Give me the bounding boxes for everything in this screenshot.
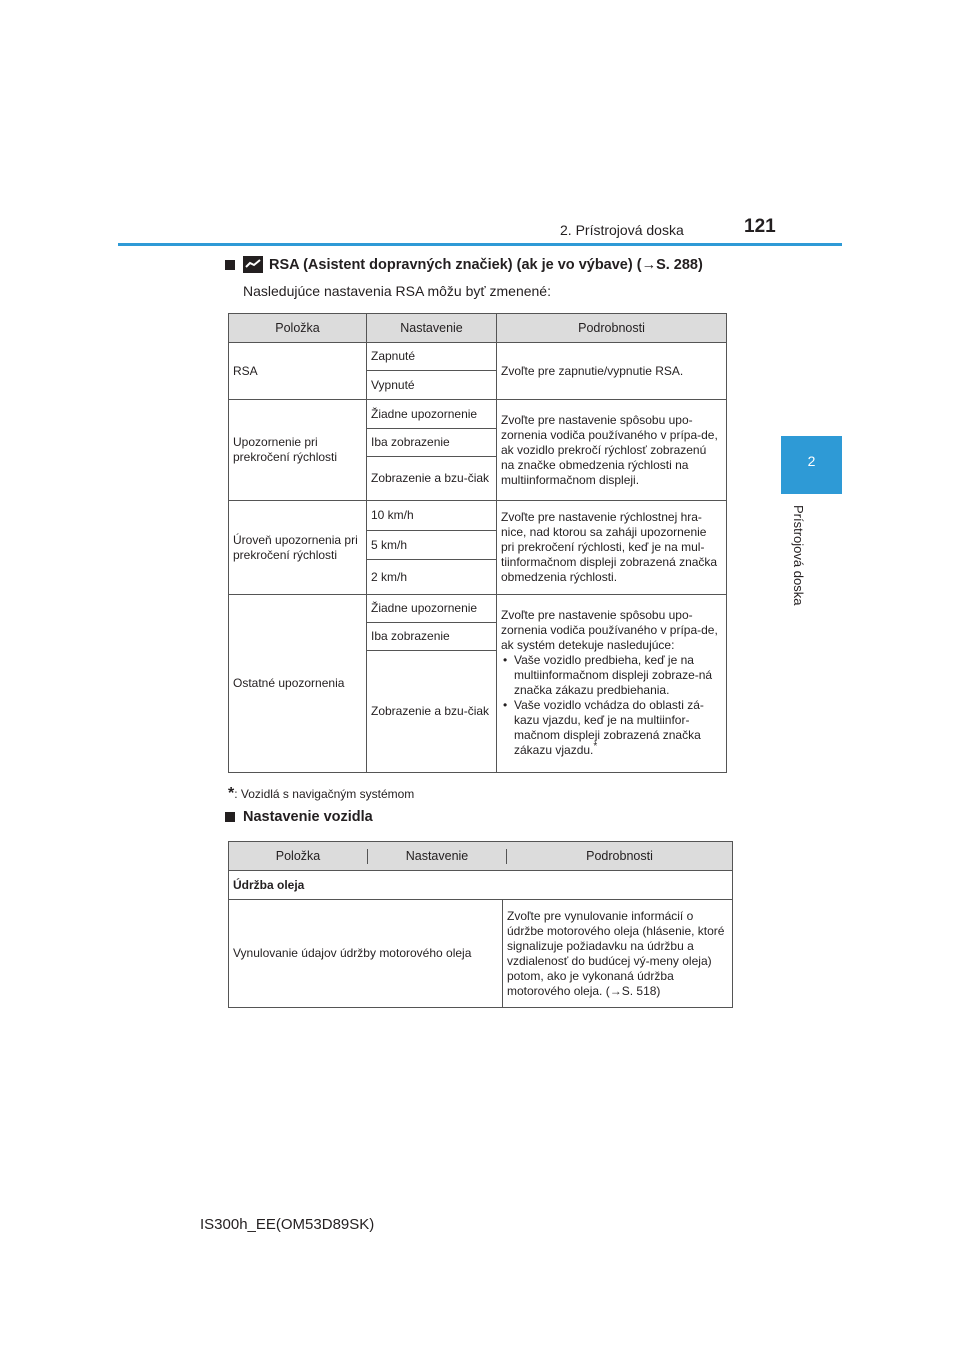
footnote-text: : Vozidlá s navigačným systémom [234,787,415,801]
header-rule [118,243,842,246]
footnote [228,785,414,803]
details-ref: S. 518) [621,983,661,998]
details-cell: Zvoľte pre nastavenie spôsobu upo-zornenia vodiča používaného v prípa-de, ak vozidlo prekročí rýchlosť zobrazenú na značke obmedzenia rýchlosti na multiinformačnom displeji. [497,400,727,501]
chapter-label: Prístrojová doska [791,505,806,606]
column-header: Položka [229,314,367,343]
header-section-title: 2. Prístrojová doska [560,222,684,238]
item-cell: Úroveň upozornenia pri prekročení rýchlosti [229,501,367,595]
setting-cell: Vypnuté [367,371,497,400]
footer-code: IS300h_EE(OM53D89SK) [200,1216,375,1233]
details-bullet-list [501,653,722,758]
table-header-row [229,314,727,343]
rsa-settings-table [228,313,727,773]
table-row [229,343,727,371]
footnote-star: * [228,785,235,802]
table-row [229,501,727,531]
item-cell: Ostatné upozornenia [229,595,367,773]
setting-cell: Zobrazenie a bzu-čiak [367,651,497,773]
table-row [229,400,727,429]
rsa-traffic-sign-icon [243,256,263,273]
setting-cell: Iba zobrazenie [367,623,497,651]
rsa-heading-text: RSA (Asistent dopravných značiek) (ak je vo výbave) ( [269,256,642,273]
rsa-heading-ref: S. 288) [656,256,703,273]
setting-cell: Zapnuté [367,343,497,371]
setting-cell: 10 km/h [367,501,497,531]
footnote-mark: * [593,740,598,752]
page-number: 121 [744,216,776,237]
details-cell [503,900,733,1008]
table-row [229,900,733,1008]
details-cell: Zvoľte pre zapnutie/vypnutie RSA. [497,343,727,400]
column-header: Podrobnosti [506,849,732,864]
arrow-icon: → [609,983,622,998]
details-cell [497,595,727,773]
table-header-row [229,842,733,871]
item-cell: RSA [229,343,367,400]
rsa-intro: Nasledujúce nastavenia RSA môžu byť zmenené: [243,283,551,299]
setting-cell: Iba zobrazenie [367,429,497,457]
bullet-square-icon [225,812,235,822]
vehicle-heading [225,809,373,825]
arrow-icon: → [641,256,657,273]
column-header: Nastavenie [367,314,497,343]
setting-cell: 5 km/h [367,531,497,560]
list-item: • Vaše vozidlo predbieha, keď je na multiinformačnom displeji zobraze-ná značka zákazu predbiehania. [514,653,722,698]
chapter-tab [781,436,842,494]
item-cell: Upozornenie pri prekročení rýchlosti [229,400,367,501]
setting-cell: Zobrazenie a bzu-čiak [367,457,497,501]
details-cell: Zvoľte pre nastavenie rýchlostnej hra-nice, nad ktorou sa zaháji upozornenie pri prekročení rýchlosti, keď je na mul-tiinformačnom displeji zobrazená značka obmedzenia rýchlosti. [497,501,727,595]
list-item-text: Vaše vozidlo vchádza do oblasti zá-kazu vjazdu, keď je na multiinfor-mačnom displeji zobrazená značka zákazu vjazdu. [514,697,704,757]
details-intro: Zvoľte pre nastavenie spôsobu upo-zornenia vodiča používaného v prípa-de, ak systém detekuje nasledujúce: [501,607,718,652]
table-row [229,871,733,900]
vehicle-settings-table [228,841,733,1008]
vehicle-heading-text: Nastavenie vozidla [243,809,373,825]
rsa-heading [225,256,703,273]
setting-cell: 2 km/h [367,560,497,595]
column-header: Podrobnosti [497,314,727,343]
group-cell: Údržba oleja [229,871,733,900]
item-cell: Vynulovanie údajov údržby motorového oleja [229,900,503,1008]
setting-cell: Žiadne upozornenie [367,595,497,623]
list-item [514,698,722,758]
column-header: Položka [275,848,321,863]
setting-cell: Žiadne upozornenie [367,400,497,429]
bullet-square-icon [225,260,235,270]
table-row [229,595,727,623]
column-header: Nastavenie [367,849,506,864]
details-text: Zvoľte pre vynulovanie informácií o údržbe motorového oleja (hlásenie, ktoré signalizuje požiadavku na údržbu a vzdialenosť do budúcej vý-meny oleja) potom, ako je vykonaná údržba motorového oleja. ( [507,908,725,998]
chapter-number: 2 [807,453,816,469]
